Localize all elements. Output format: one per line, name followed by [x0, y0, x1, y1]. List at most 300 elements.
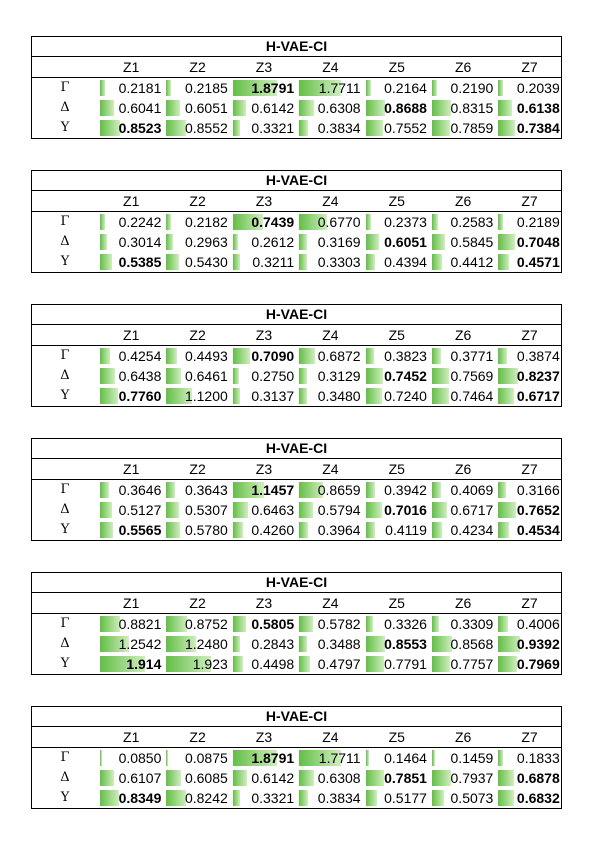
row-label: Γ [60, 214, 70, 229]
data-bar [366, 254, 376, 270]
cell-value: 0.4797 [317, 656, 361, 672]
data-bar [299, 656, 310, 672]
cell-value: 0.5780 [184, 522, 228, 538]
data-bar [299, 100, 314, 116]
row-label: Γ [60, 616, 70, 631]
value-cell [231, 212, 297, 232]
cell-value: 0.8752 [184, 616, 228, 632]
cell-value: 1.7711 [318, 750, 361, 766]
data-bar [100, 522, 113, 538]
value-cell [364, 500, 430, 520]
value-cell [164, 788, 230, 808]
row-label: Υ [60, 388, 70, 403]
column-header: Z7 [521, 327, 538, 343]
data-bar [366, 348, 375, 364]
value-cell [430, 614, 496, 634]
data-bar [166, 234, 172, 250]
table-title: H-VAE-CI [32, 305, 561, 325]
data-bar [432, 750, 435, 766]
value-cell [164, 520, 230, 540]
data-bar [366, 502, 382, 518]
value-cell [496, 634, 562, 654]
data-bar [432, 388, 449, 404]
data-bar [432, 234, 445, 250]
value-cell [231, 634, 297, 654]
column-header: Z7 [521, 59, 538, 75]
data-bar [366, 388, 383, 404]
cell-value: 0.7016 [384, 502, 427, 518]
results-table [31, 304, 562, 407]
cell-value: 0.3169 [317, 234, 361, 250]
row-label: Δ [60, 234, 70, 249]
data-bar [233, 100, 247, 116]
value-cell [430, 654, 496, 674]
cell-value: 0.3014 [118, 234, 162, 250]
value-cell [98, 614, 164, 634]
cell-value: 0.7652 [516, 502, 560, 518]
value-cell [297, 748, 363, 768]
column-header: Z2 [189, 729, 206, 745]
value-cell [164, 480, 230, 500]
data-bar [366, 120, 383, 136]
column-header: Z3 [255, 729, 273, 745]
column-header: Z2 [189, 595, 206, 611]
table-row [32, 366, 561, 386]
cell-value: 0.8552 [184, 120, 228, 136]
cell-value: 0.6051 [184, 100, 228, 116]
data-bar [432, 254, 442, 270]
value-cell [496, 98, 562, 118]
value-cell [496, 654, 562, 674]
cell-value: 0.7791 [384, 656, 427, 672]
cell-value: 0.3166 [516, 482, 560, 498]
data-bar [366, 790, 378, 806]
value-cell [297, 346, 363, 366]
cell-value: 0.7937 [450, 770, 494, 786]
table-header-row [32, 593, 561, 614]
cell-value: 0.3321 [251, 120, 295, 136]
column-header: Z4 [322, 59, 339, 75]
value-cell [231, 748, 297, 768]
column-header: Z1 [123, 461, 140, 477]
value-cell [164, 634, 230, 654]
value-cell [164, 232, 230, 252]
column-header: Z6 [454, 327, 472, 343]
cell-value: 0.6041 [118, 100, 162, 116]
value-cell [364, 118, 430, 138]
cell-value: 0.7048 [516, 234, 560, 250]
column-header: Z5 [388, 595, 405, 611]
data-bar [100, 616, 120, 632]
table-title: H-VAE-CI [32, 37, 561, 57]
value-cell [430, 346, 496, 366]
table-title: H-VAE-CI [32, 171, 561, 191]
value-cell [164, 614, 230, 634]
data-bar [166, 80, 171, 96]
cell-value: 0.4234 [450, 522, 494, 538]
data-bar [498, 502, 516, 518]
table-header-row [32, 57, 561, 78]
cell-value: 0.3646 [118, 482, 162, 498]
data-bar [166, 100, 180, 116]
results-table [31, 36, 562, 139]
data-bar [299, 120, 308, 136]
table-row [32, 252, 561, 272]
row-label: Δ [60, 100, 70, 115]
data-bar [366, 100, 386, 116]
data-bar [233, 388, 240, 404]
table-header-row [32, 325, 561, 346]
cell-value: 0.6308 [317, 100, 361, 116]
value-cell [231, 788, 297, 808]
cell-value: 0.4394 [384, 254, 427, 270]
cell-value: 0.7452 [384, 368, 427, 384]
column-header: Z1 [123, 729, 140, 745]
data-bar [100, 770, 114, 786]
value-cell [496, 768, 562, 788]
value-cell [164, 346, 230, 366]
data-bar [366, 368, 383, 384]
column-header: Z3 [255, 193, 273, 209]
value-cell [297, 480, 363, 500]
table-row [32, 634, 561, 654]
cell-value: 0.3643 [184, 482, 228, 498]
cell-value: 0.8659 [317, 482, 361, 498]
value-cell [430, 252, 496, 272]
column-header: Z3 [255, 461, 273, 477]
cell-value: 0.4069 [450, 482, 494, 498]
data-bar [233, 348, 250, 364]
cell-value: 1.923 [192, 656, 228, 672]
value-cell [98, 118, 164, 138]
data-bar [498, 750, 502, 766]
column-header: Z1 [123, 595, 140, 611]
data-bar [299, 790, 308, 806]
value-cell [496, 118, 562, 138]
cell-value: 0.6872 [317, 348, 361, 364]
data-bar [299, 348, 315, 364]
data-bar [233, 234, 239, 250]
cell-value: 0.2190 [450, 80, 494, 96]
cell-value: 0.6463 [251, 502, 295, 518]
value-cell [98, 252, 164, 272]
value-cell [164, 366, 230, 386]
data-bar [299, 770, 314, 786]
cell-value: 0.5782 [317, 616, 361, 632]
value-cell [98, 212, 164, 232]
data-bar [100, 234, 107, 250]
cell-value: 0.6438 [118, 368, 162, 384]
column-header: Z3 [255, 59, 273, 75]
column-header: Z6 [454, 595, 472, 611]
column-header: Z5 [388, 327, 405, 343]
value-cell [496, 78, 562, 98]
value-cell [496, 480, 562, 500]
results-table [31, 706, 562, 809]
cell-value: 0.3942 [384, 482, 427, 498]
column-header: Z2 [189, 193, 206, 209]
row-label: Υ [60, 522, 70, 537]
value-cell [496, 386, 562, 406]
column-header: Z4 [322, 461, 339, 477]
value-cell [98, 788, 164, 808]
value-cell [164, 98, 230, 118]
data-bar [366, 482, 375, 498]
data-bar [366, 636, 386, 652]
data-bar [166, 790, 185, 806]
column-header: Z3 [255, 595, 273, 611]
data-bar [100, 388, 118, 404]
data-bar [498, 100, 512, 116]
data-bar [366, 656, 384, 672]
value-cell [297, 614, 363, 634]
data-bar [166, 120, 186, 136]
data-bar [366, 214, 371, 230]
data-bar [299, 388, 307, 404]
results-table [31, 438, 562, 541]
value-cell [231, 118, 297, 138]
value-cell [98, 480, 164, 500]
cell-value: 0.2182 [184, 214, 228, 230]
value-cell [164, 212, 230, 232]
row-label: Υ [60, 120, 70, 135]
value-cell [430, 78, 496, 98]
data-bar [432, 348, 441, 364]
cell-value: 0.8315 [450, 100, 494, 116]
data-bar [498, 80, 503, 96]
cell-value: 0.5073 [450, 790, 494, 806]
corner-cell [32, 325, 98, 345]
data-bar [166, 750, 168, 766]
column-header: Z1 [123, 327, 140, 343]
row-label: Υ [60, 254, 70, 269]
value-cell [496, 346, 562, 366]
data-bar [100, 348, 110, 364]
cell-value: 0.8821 [118, 616, 162, 632]
cell-value: 0.6085 [184, 770, 228, 786]
results-table [31, 572, 562, 675]
cell-value: 0.7851 [384, 770, 427, 786]
data-bar [498, 482, 505, 498]
value-cell [231, 346, 297, 366]
value-cell [98, 520, 164, 540]
data-bar [432, 656, 450, 672]
value-cell [297, 118, 363, 138]
table-row [32, 98, 561, 118]
cell-value: 0.2583 [450, 214, 494, 230]
table-row [32, 520, 561, 540]
cell-value: 0.7760 [118, 388, 162, 404]
cell-value: 0.6770 [317, 214, 361, 230]
table-row [32, 232, 561, 252]
value-cell [164, 118, 230, 138]
data-bar [299, 502, 313, 518]
cell-value: 0.2373 [384, 214, 427, 230]
value-cell [231, 500, 297, 520]
data-bar [498, 656, 517, 672]
cell-value: 0.0875 [184, 750, 228, 766]
data-bar [498, 120, 515, 136]
data-bar [233, 120, 240, 136]
value-cell [364, 346, 430, 366]
column-header: Z4 [322, 595, 339, 611]
table-row [32, 386, 561, 406]
data-bar [100, 214, 105, 230]
table-header-row [32, 459, 561, 480]
cell-value: 0.3211 [252, 254, 295, 270]
value-cell [164, 78, 230, 98]
value-cell [164, 252, 230, 272]
cell-value: 0.2185 [184, 80, 228, 96]
table-title: H-VAE-CI [32, 573, 561, 593]
data-bar [299, 616, 313, 632]
data-bar [299, 636, 307, 652]
value-cell [231, 366, 297, 386]
value-cell [231, 78, 297, 98]
table-title: H-VAE-CI [32, 707, 561, 727]
row-label: Δ [60, 636, 70, 651]
value-cell [297, 768, 363, 788]
cell-value: 0.7090 [251, 348, 295, 364]
value-cell [297, 212, 363, 232]
value-cell [430, 118, 496, 138]
cell-value: 0.3488 [317, 636, 361, 652]
data-bar [166, 348, 177, 364]
row-label: Γ [60, 348, 70, 363]
value-cell [297, 520, 363, 540]
cell-value: 0.3823 [384, 348, 427, 364]
cell-value: 0.5127 [118, 502, 162, 518]
table-row [32, 768, 561, 788]
value-cell [164, 386, 230, 406]
cell-value: 0.5805 [251, 616, 295, 632]
cell-value: 0.6138 [516, 100, 560, 116]
cell-value: 0.3964 [317, 522, 361, 538]
value-cell [98, 366, 164, 386]
corner-cell [32, 191, 98, 211]
cell-value: 0.6717 [450, 502, 494, 518]
cell-value: 0.4006 [516, 616, 560, 632]
value-cell [496, 748, 562, 768]
value-cell [164, 654, 230, 674]
value-cell [496, 500, 562, 520]
value-cell [430, 748, 496, 768]
data-bar [100, 80, 105, 96]
cell-value: 0.4119 [385, 522, 427, 538]
table-row [32, 500, 561, 520]
data-bar [166, 770, 180, 786]
data-bar [166, 522, 180, 538]
cell-value: 1.2480 [184, 636, 228, 652]
cell-value: 0.6051 [384, 234, 427, 250]
value-cell [430, 98, 496, 118]
corner-cell [32, 57, 98, 77]
cell-value: 0.4493 [184, 348, 228, 364]
value-cell [231, 768, 297, 788]
data-bar [166, 616, 186, 632]
cell-value: 0.5430 [184, 254, 228, 270]
data-bar [100, 254, 112, 270]
value-cell [364, 252, 430, 272]
data-bar [432, 214, 438, 230]
data-bar [100, 100, 114, 116]
value-cell [430, 386, 496, 406]
corner-cell [32, 459, 98, 479]
cell-value: 0.8237 [516, 368, 560, 384]
data-bar [166, 502, 178, 518]
cell-value: 0.6308 [317, 770, 361, 786]
cell-value: 0.4534 [516, 522, 560, 538]
cell-value: 0.7384 [516, 120, 560, 136]
value-cell [430, 500, 496, 520]
corner-cell [32, 727, 98, 747]
data-bar [498, 388, 514, 404]
row-label: Δ [60, 368, 70, 383]
value-cell [98, 634, 164, 654]
column-header: Z5 [388, 729, 405, 745]
data-bar [166, 368, 181, 384]
data-bar [233, 368, 239, 384]
value-cell [430, 366, 496, 386]
cell-value: 0.2750 [251, 368, 295, 384]
data-bar [498, 522, 509, 538]
data-bar [100, 368, 115, 384]
value-cell [364, 788, 430, 808]
data-bar [233, 790, 240, 806]
value-cell [231, 520, 297, 540]
value-cell [98, 768, 164, 788]
cell-value: 0.6142 [251, 100, 295, 116]
cell-value: 0.6832 [516, 790, 560, 806]
value-cell [430, 232, 496, 252]
cell-value: 0.2164 [384, 80, 427, 96]
data-bar [366, 616, 373, 632]
data-bar [100, 750, 102, 766]
cell-value: 0.8553 [384, 636, 427, 652]
value-cell [98, 654, 164, 674]
value-cell [297, 366, 363, 386]
value-cell [364, 386, 430, 406]
value-cell [231, 252, 297, 272]
data-bar [498, 616, 507, 632]
cell-value: 0.5307 [184, 502, 228, 518]
table-row [32, 614, 561, 634]
value-cell [164, 768, 230, 788]
data-bar [432, 636, 452, 652]
row-label: Υ [60, 790, 70, 805]
value-cell [496, 520, 562, 540]
value-cell [231, 98, 297, 118]
cell-value: 0.3326 [384, 616, 427, 632]
cell-value: 0.6461 [184, 368, 228, 384]
value-cell [430, 788, 496, 808]
data-bar [498, 254, 509, 270]
cell-value: 0.6107 [118, 770, 162, 786]
data-bar [299, 254, 306, 270]
data-bar [166, 482, 175, 498]
column-header: Z4 [322, 327, 339, 343]
data-bar [432, 100, 451, 116]
cell-value: 1.2542 [118, 636, 162, 652]
cell-value: 0.3874 [516, 348, 560, 364]
table-row [32, 480, 561, 500]
cell-value: 0.7240 [384, 388, 427, 404]
data-bar [233, 616, 247, 632]
cell-value: 0.3321 [251, 790, 295, 806]
data-bar [100, 790, 119, 806]
data-bar [432, 80, 437, 96]
cell-value: 0.1833 [516, 750, 560, 766]
